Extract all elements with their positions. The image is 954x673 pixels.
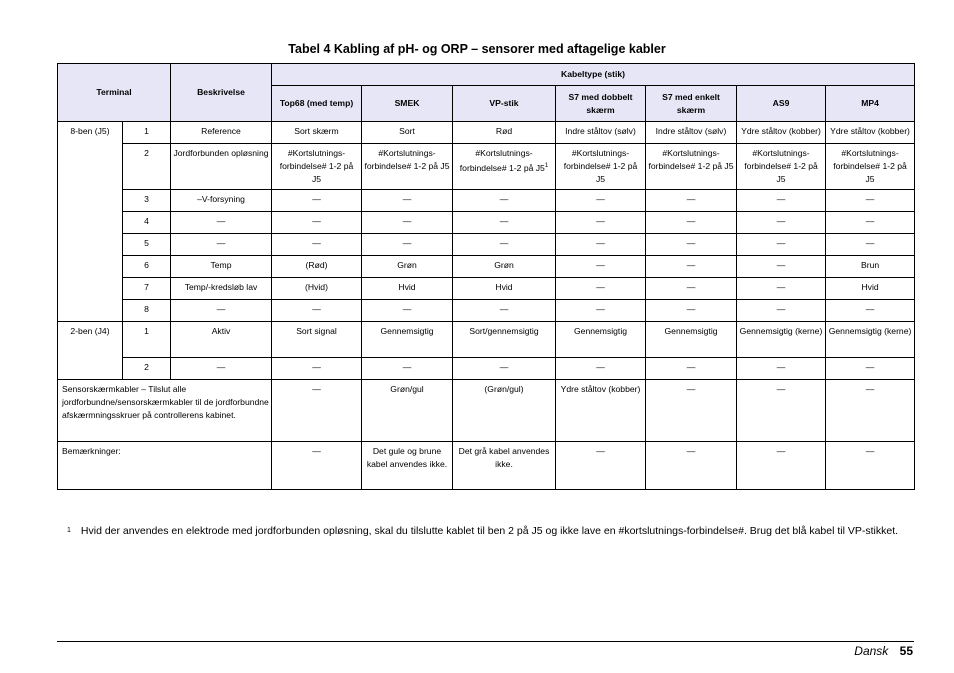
table-cell [453, 358, 556, 380]
table-cell [826, 234, 915, 256]
cell-text: — [402, 194, 412, 204]
cell-text: — [499, 216, 509, 226]
pin-cell: 5 [123, 234, 171, 256]
footnote-ref: 1 [544, 163, 549, 169]
table-cell [737, 144, 826, 190]
cell-text: Sort skærm [294, 126, 339, 136]
cell-text: Gennemsigtig (kerne) [739, 326, 823, 336]
table-cell: — [737, 442, 826, 490]
table-cell: — [272, 442, 362, 490]
table-cell [737, 256, 826, 278]
table-cell [272, 278, 362, 300]
cell-text: — [686, 238, 696, 248]
table-cell: Grøn/gul [362, 380, 453, 442]
table-cell [362, 234, 453, 256]
table-cell: — [272, 380, 362, 442]
description-cell: Temp [171, 256, 272, 278]
table-cell: Det gule og brune kabel anvendes ikke. [362, 442, 453, 490]
table-cell [826, 300, 915, 322]
cell-text: — [499, 304, 509, 314]
terminal-group: 2-ben (J4) [58, 322, 123, 380]
table-cell [646, 234, 737, 256]
cell-text: Grøn [397, 260, 417, 270]
table-row [58, 122, 915, 144]
table-cell [362, 300, 453, 322]
table-row [58, 322, 915, 358]
table-cell [453, 256, 556, 278]
table-cell [646, 122, 737, 144]
table-row [58, 212, 915, 234]
cell-text: — [865, 362, 875, 372]
sensor-shield-row-label: Sensorskærmkabler – Tilslut alle jordforbundne/sensorskærmkabler til de jordforbundne afskærmningsskruer på controllerens kabinet. [58, 380, 272, 442]
cell-text: Gennemsigtig [573, 326, 628, 336]
cell-text: — [776, 238, 786, 248]
table-cell [272, 212, 362, 234]
table-cell [826, 358, 915, 380]
description-cell: Aktiv [171, 322, 272, 358]
wiring-table [57, 63, 915, 490]
table-cell [272, 322, 362, 358]
notes-row [58, 442, 915, 490]
footnote-text: Hvid der anvendes en elektrode med jordforbunden opløsning, skal du tilslutte kablet til ben 2 på J5 og ikke lave en #kortslutnings-forbindelse#. Brug det blå kabel til VP-stikket. [80, 525, 899, 537]
pin-cell: 4 [123, 212, 171, 234]
table-row [58, 300, 915, 322]
table-cell [453, 234, 556, 256]
table-cell [737, 234, 826, 256]
cable-type-col-header: SMEK [362, 86, 453, 122]
table-cell [646, 256, 737, 278]
table-row [58, 256, 915, 278]
table-cell [453, 300, 556, 322]
cell-text: Hvid [495, 282, 513, 292]
table-cell [737, 212, 826, 234]
table-cell [272, 256, 362, 278]
table-cell [453, 144, 556, 190]
table-cell [646, 358, 737, 380]
cell-text: — [865, 194, 875, 204]
cell-text: Ydre ståltov (kobber) [741, 126, 821, 136]
table-cell [556, 358, 646, 380]
cell-text: — [865, 238, 875, 248]
table-cell: — [556, 442, 646, 490]
cell-text: — [499, 362, 509, 372]
table-row [58, 358, 915, 380]
table-cell: (Grøn/gul) [453, 380, 556, 442]
table-cell [737, 322, 826, 358]
table-cell [362, 144, 453, 190]
pin-cell: 2 [123, 144, 171, 190]
table-row [58, 144, 915, 190]
table-cell [556, 256, 646, 278]
cable-type-header: Kabeltype (stik) [272, 64, 915, 86]
cell-text: — [776, 362, 786, 372]
cell-text: — [402, 362, 412, 372]
table-cell [737, 122, 826, 144]
cell-text: #Kortslutnings-forbindelse# 1-2 på J5 [364, 148, 450, 171]
cell-text: — [776, 304, 786, 314]
cell-text: — [686, 362, 696, 372]
cell-text: — [596, 194, 605, 204]
cell-text: — [402, 238, 412, 248]
footnote [67, 524, 907, 538]
cell-text: — [686, 216, 696, 226]
cell-text: — [686, 194, 696, 204]
cell-text: — [776, 282, 786, 292]
description-cell: — [171, 234, 272, 256]
cable-type-col-header: MP4 [826, 86, 915, 122]
cell-text: #Kortslutnings-forbindelse# 1-2 på J5 [744, 148, 818, 184]
cell-text: — [865, 216, 875, 226]
table-cell [362, 322, 453, 358]
table-cell [826, 256, 915, 278]
table-cell [826, 212, 915, 234]
cell-text: — [776, 216, 786, 226]
table-cell: — [826, 380, 915, 442]
table-cell [362, 190, 453, 212]
pin-cell: 3 [123, 190, 171, 212]
table-cell [646, 300, 737, 322]
table-cell [272, 144, 362, 190]
table-cell [556, 278, 646, 300]
cell-text: #Kortslutnings-forbindelse# 1-2 på J5 [279, 148, 354, 184]
sensor-shield-row [58, 380, 915, 442]
table-cell: Ydre ståltov (kobber) [556, 380, 646, 442]
cell-text: — [312, 362, 321, 372]
page-number: 55 [899, 644, 913, 658]
cell-text: — [686, 282, 696, 292]
table-cell [272, 122, 362, 144]
cell-text: — [596, 238, 605, 248]
description-cell: Temp/-kredsløb lav [171, 278, 272, 300]
notes-row-label: Bemærkninger: [58, 442, 272, 490]
description-header: Beskrivelse [171, 64, 272, 122]
cell-text: — [312, 216, 321, 226]
table-cell [272, 300, 362, 322]
cell-text: — [686, 304, 696, 314]
footer-language: Dansk [854, 644, 889, 658]
table-row [58, 234, 915, 256]
cell-text: Hvid [861, 282, 879, 292]
table-cell [646, 322, 737, 358]
table-cell [272, 190, 362, 212]
cell-text: #Kortslutnings-forbindelse# 1-2 på J5 [648, 148, 734, 171]
cell-text: Grøn [494, 260, 514, 270]
table-cell [737, 358, 826, 380]
table-cell [556, 212, 646, 234]
cell-text: Brun [860, 260, 880, 270]
cell-text: Sort signal [296, 326, 337, 336]
cell-text: — [596, 260, 605, 270]
cell-text: Gennemsigtig (kerne) [828, 326, 912, 336]
cell-text: — [499, 238, 509, 248]
cell-text: Rød [495, 126, 513, 136]
terminal-group: 8-ben (J5) [58, 122, 123, 322]
table-cell [362, 122, 453, 144]
cell-text: — [776, 194, 786, 204]
page-footer [854, 644, 913, 658]
cell-text: Indre ståltov (sølv) [655, 126, 727, 136]
description-cell: — [171, 300, 272, 322]
table-cell [272, 358, 362, 380]
table-cell [826, 122, 915, 144]
table-cell [556, 190, 646, 212]
table-cell [453, 190, 556, 212]
table-cell [362, 358, 453, 380]
footer-divider [57, 641, 914, 642]
table-cell [556, 322, 646, 358]
table-cell [556, 234, 646, 256]
table-cell [362, 256, 453, 278]
cell-text: — [402, 304, 412, 314]
table-cell [737, 278, 826, 300]
cell-text: — [596, 304, 605, 314]
cell-text: — [686, 260, 696, 270]
cable-type-col-header: Top68 (med temp) [272, 86, 362, 122]
table-cell [362, 212, 453, 234]
table-cell [453, 322, 556, 358]
pin-cell: 6 [123, 256, 171, 278]
description-cell: — [171, 212, 272, 234]
table-cell [556, 144, 646, 190]
cell-text: — [499, 194, 509, 204]
table-cell [362, 278, 453, 300]
table-cell [646, 144, 737, 190]
cell-text: Gennemsigtig [380, 326, 434, 336]
table-cell [737, 300, 826, 322]
cell-text: — [402, 216, 412, 226]
cell-text: — [312, 304, 321, 314]
pin-cell: 8 [123, 300, 171, 322]
cell-text: Hvid [398, 282, 416, 292]
cell-text: — [596, 216, 605, 226]
cell-text: Ydre ståltov (kobber) [830, 126, 910, 136]
pin-cell: 2 [123, 358, 171, 380]
table-row [58, 278, 915, 300]
description-cell: –V-forsyning [171, 190, 272, 212]
cell-text: — [312, 238, 321, 248]
pin-cell: 1 [123, 122, 171, 144]
cell-text: #Kortslutnings-forbindelse# 1-2 på J5 [563, 148, 638, 184]
table-cell [826, 144, 915, 190]
cell-text: — [596, 282, 605, 292]
table-cell [272, 234, 362, 256]
table-cell [646, 212, 737, 234]
cable-type-col-header: VP-stik [453, 86, 556, 122]
pin-cell: 7 [123, 278, 171, 300]
terminal-header: Terminal [58, 64, 171, 122]
table-cell [453, 212, 556, 234]
table-cell [453, 278, 556, 300]
cable-type-col-header: AS9 [737, 86, 826, 122]
cell-text: — [776, 260, 786, 270]
table-cell [826, 322, 915, 358]
table-cell: Det grå kabel anvendes ikke. [453, 442, 556, 490]
table-cell [556, 300, 646, 322]
cell-text: #Kortslutnings-forbindelse# 1-2 på J5 [833, 148, 907, 184]
footnote-marker: 1 [67, 527, 71, 534]
cell-text: — [865, 304, 875, 314]
table-cell [826, 190, 915, 212]
cell-text: — [312, 194, 321, 204]
cell-text: #Kortslutnings-forbindelse# 1-2 på J5 [459, 148, 545, 173]
table-title: Tabel 4 Kabling af pH- og ORP – sensorer med aftagelige kabler [288, 42, 666, 56]
table-cell [646, 278, 737, 300]
cell-text: — [596, 362, 605, 372]
description-cell: Jordforbunden opløsning [171, 144, 272, 190]
description-cell: — [171, 358, 272, 380]
table-cell: — [826, 442, 915, 490]
cell-text: Indre ståltov (sølv) [565, 126, 636, 136]
description-cell: Reference [171, 122, 272, 144]
table-cell [646, 190, 737, 212]
pin-cell: 1 [123, 322, 171, 358]
cell-text: Gennemsigtig [664, 326, 718, 336]
table-cell: — [646, 442, 737, 490]
table-cell: — [737, 380, 826, 442]
cell-text: (Rød) [305, 260, 328, 270]
table-cell [453, 122, 556, 144]
cell-text: (Hvid) [305, 282, 328, 292]
cable-type-col-header: S7 med dobbelt skærm [556, 86, 646, 122]
table-cell [737, 190, 826, 212]
table-cell [826, 278, 915, 300]
table-cell [556, 122, 646, 144]
cable-type-col-header: S7 med enkelt skærm [646, 86, 737, 122]
table-cell: — [646, 380, 737, 442]
cell-text: Sort/gennemsigtig [469, 326, 539, 336]
cell-text: Sort [399, 126, 415, 136]
table-row [58, 190, 915, 212]
